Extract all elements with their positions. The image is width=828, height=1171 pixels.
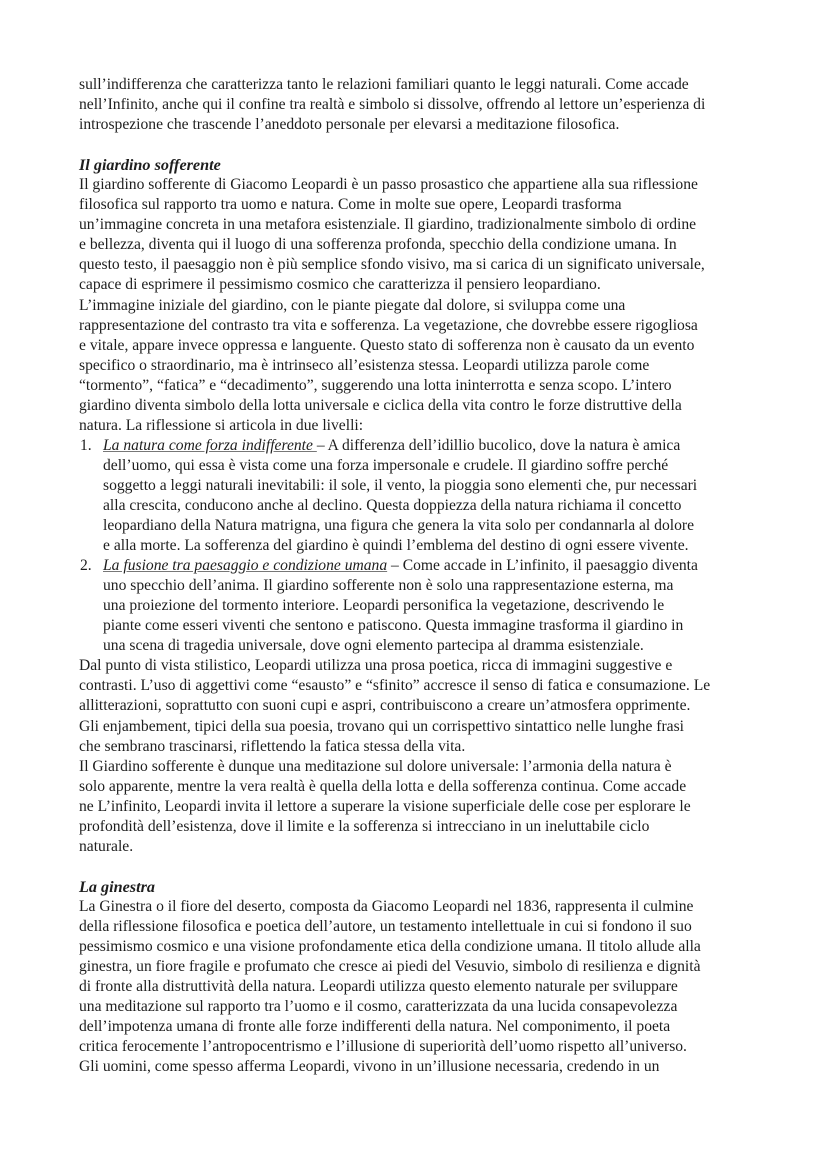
text-line: ne L’infinito, Leopardi invita il lettore a superare la visione superficiale delle cose per esplorare le [79,797,691,815]
text-line: giardino diventa simbolo della lotta universale e ciclica della vita contro le forze distruttive della [79,396,682,414]
text-line: introspezione che trascende l’aneddoto personale per elevarsi a meditazione filosofica. [79,116,620,134]
text-line: che sembrano trascinarsi, riflettendo la fatica stessa della vita. [79,737,466,755]
text-line: allitterazioni, soprattutto con suoni cupi e aspri, contribuiscono a creare un’atmosfera opprimente. [79,697,691,715]
list-item-body [103,456,769,556]
section-heading-giardino: Il giardino sofferente [79,156,221,175]
intro-paragraph [79,75,769,135]
section-heading-ginestra: La ginestra [79,877,155,896]
text-line: filosofica sul rapporto tra uomo e natura. Come in molte sue opere, Leopardi trasforma [79,196,622,214]
text-line: una proiezione del tormento interiore. Leopardi personifica la vegetazione, descrivendo le [103,597,665,615]
text-line: L’immagine iniziale del giardino, con le piante piegate dal dolore, si sviluppa come una [79,296,626,314]
list-term: La fusione tra paesaggio e condizione umana [103,557,388,575]
list-number: 2. [80,557,92,575]
paragraph [79,296,769,436]
text-line: una meditazione sul rapporto tra l’uomo e il cosmo, caratterizzata da una lucida consapevolezza [79,998,678,1016]
paragraph [79,175,769,295]
text-line: questo testo, il paesaggio non è più semplice sfondo visivo, ma si carica di un significato universale, [79,256,705,274]
text-line: Dal punto di vista stilistico, Leopardi utilizza una prosa poetica, ricca di immagini suggestive e [79,657,673,675]
list-term: La natura come forza indifferente [103,436,317,454]
text-line: critica ferocemente l’antropocentrismo e l’illusione di superiorità dell’uomo rispetto all’universo. [79,1038,687,1056]
text-line: una scena di tragedia universale, dove ogni elemento partecipa al dramma esistenziale. [103,637,644,655]
spacer [79,857,769,877]
text-line: capace di esprimere il pessimismo cosmico che caratterizza il pensiero leopardiano. [79,276,601,294]
text-line: di fronte alla distruttività della natura. Leopardi utilizza questo elemento naturale per sviluppare [79,978,678,996]
text-line: La Ginestra o il fiore del deserto, composta da Giacomo Leopardi nel 1836, rappresenta il culmine [79,897,694,915]
text-line: “tormento”, “fatica” e “decadimento”, suggerendo una lotta ininterrotta e senza scopo. L’intero [79,376,672,394]
text-line: rappresentazione del contrasto tra vita e sofferenza. La vegetazione, che dovrebbe essere rigogliosa [79,316,698,334]
text-line: dell’uomo, qui essa è vista come una forza impersonale e crudele. Il giardino soffre perché [103,456,669,474]
text-line: dell’impotenza umana di fronte alle forze indifferenti della natura. Nel componimento, il poeta [79,1018,671,1036]
text-line: Gli enjambement, tipici della sua poesia, trovano qui un corrispettivo sintattico nelle lunghe frasi [79,717,684,735]
text-line: e alla morte. La sofferenza del giardino è quindi l’emblema del destino di ogni essere vivente. [103,537,689,555]
text-line: uno specchio dell’anima. Il giardino sofferente non è solo una rappresentazione esterna, ma [103,577,674,595]
text-line: naturale. [79,837,134,855]
text-line: sull’indifferenza che caratterizza tanto le relazioni familiari quanto le leggi naturali. Come accade [79,76,689,93]
text-line: alla crescita, conducono anche al declino. Questa doppiezza della natura richiama il concetto [103,496,682,514]
text-line: e bellezza, diventa qui il luogo di una sofferenza profonda, specchio della condizione umana. In [79,236,677,254]
spacer [79,135,769,155]
list-text: – A differenza dell’idillio bucolico, dove la natura è amica [316,436,681,454]
paragraph [79,897,769,1077]
text-line: della riflessione filosofica e poetica dell’autore, un testamento intellettuale in cui si fondono il suo [79,917,692,935]
list-item [79,556,769,656]
text-line: Gli uomini, come spesso afferma Leopardi, vivono in un’illusione necessaria, credendo in un [79,1058,660,1076]
text-line: natura. La riflessione si articola in due livelli: [79,416,364,434]
text-line: ginestra, un fiore fragile e profumato che cresce ai piedi del Vesuvio, simbolo di resilienza e dignità [79,958,701,976]
list-number: 1. [80,436,92,454]
text-line: soggetto a leggi naturali inevitabili: il sole, il vento, la pioggia sono elementi che, pur necessari [103,476,698,494]
text-line: Il giardino sofferente di Giacomo Leopardi è un passo prosastico che appartiene alla sua riflessione [79,176,698,194]
paragraph [79,757,769,857]
text-line: piante come esseri viventi che sentono e patiscono. Questa immagine trasforma il giardino in [103,617,684,635]
text-line: pessimismo cosmico e una visione profondamente etica della condizione umana. Il titolo allude alla [79,938,701,956]
text-line: Il Giardino sofferente è dunque una meditazione sul dolore universale: l’armonia della natura è [79,757,672,775]
numbered-list [79,436,769,657]
text-line: solo apparente, mentre la vera realtà è quella della lotta e della sofferenza continua. Come accade [79,777,687,795]
text-line: un’immagine concreta in una metafora esistenziale. Il giardino, tradizionalmente simbolo di ordine [79,216,697,234]
text-line: specifico o straordinario, ma è intrinseco all’esistenza stessa. Leopardi utilizza parole come [79,356,650,374]
text-line: leopardiano della Natura matrigna, una figura che genera la vita solo per condannarla al dolore [103,517,695,535]
list-item-body [103,576,769,656]
text-line: nell’Infinito, anche qui il confine tra realtà e simbolo si dissolve, offrendo al lettore un’esperienza di [79,96,706,114]
document-page [79,75,769,1077]
paragraph [79,656,769,756]
list-item [79,436,769,556]
text-line: e vitale, appare invece oppressa e languente. Questo stato di sofferenza non è causato da un evento [79,336,695,354]
text-line: profondità dell’esistenza, dove il limite e la sofferenza si intrecciano in un ineluttabile ciclo [79,817,650,835]
list-text: – Come accade in L’infinito, il paesaggio diventa [387,557,698,575]
text-line: contrasti. L’uso di aggettivi come “esausto” e “sfinito” accresce il senso di fatica e consumazione. Le [79,677,711,695]
